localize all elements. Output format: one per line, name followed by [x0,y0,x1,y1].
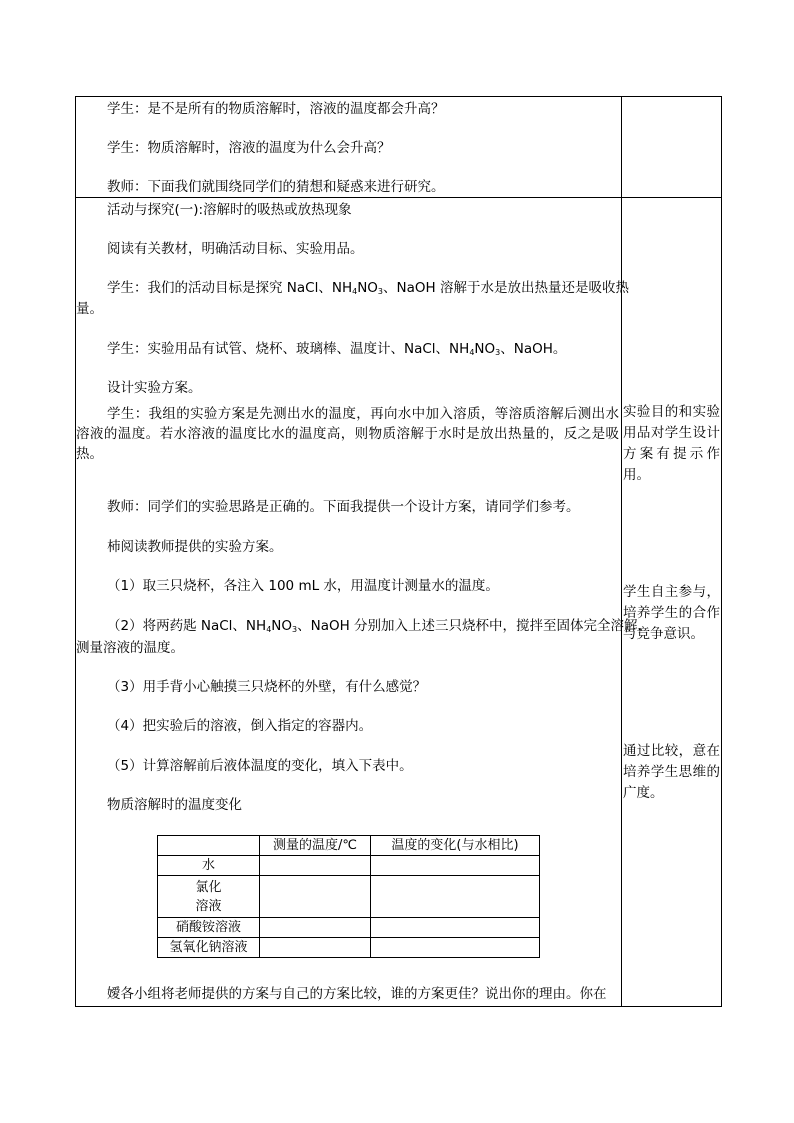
teacher-remark-1: 教师：下面我们就围绕同学们的猜想和疑惑来进行研究。 [107,179,445,195]
design-plan-line: 设计实验方案。 [107,380,202,396]
table-cell [260,856,371,876]
table-header-change: 温度的变化(与水相比) [371,836,540,856]
student-plan-paragraph: 学生：我组的实验方案是先测出水的温度，再向水中加入溶质，等溶质溶解后测出水溶液的温度。若水溶液的温度比水的温度高，则物质溶解于水时是放出热量的，反之是吸热。 [76,406,619,462]
step-5: （5）计算溶解前后液体温度的变化，填入下表中。 [107,758,413,774]
teacher-plan-remark: 教师：同学们的实验思路是正确的。下面我提供一个设计方案，请同学们参考。 [107,499,580,515]
note-cooperation: 学生自主参与，培养学生的合作与竞争意识。 [623,584,720,642]
note-experiment-hint: 实验目的和实验用品对学生设计方案有提示作用。 [623,404,720,483]
step-1: （1）取三只烧杯，各注入 100 mL 水，用温度计测量水的温度。 [107,578,499,594]
read-teacher-plan: 杮阅读教师提供的实验方案。 [107,539,283,555]
step-2: （2）将两药匙 NaCl、$NH_4NO_3$、NaOH 分别加入上述三只烧杯中，搅拌至固体完全溶解， [107,618,652,634]
table-cell [260,876,371,918]
materials-line: 学生：实验用品有试管、烧杯、玻璃棒、温度计、NaCl、$NH_4NO_3$、NaOH。 [107,341,567,357]
step-4: （4）把实验后的溶液，倒入指定的容器内。 [107,718,373,734]
lesson-plan-table [75,96,722,1007]
note-thinking-breadth: 通过比较，意在培养学生思维的广度。 [623,743,720,801]
step-3: （3）用手背小心触摸三只烧杯的外壁，有什么感觉？ [107,679,427,695]
student-question-1: 学生：是不是所有的物质溶解时，溶液的温度都会升高？ [107,101,445,117]
table-cell [371,856,540,876]
table-cell [260,918,371,938]
row-label-nacl: 氯化 溶液 [158,876,260,918]
table-cell [371,918,540,938]
table-cell [371,938,540,958]
row-label-naoh: 氢氧化钠溶液 [158,938,260,958]
notes-cell [622,198,722,1007]
temperature-change-table [157,835,540,958]
intro-cell [76,97,622,198]
table-cell [260,938,371,958]
step-2-cont: 测量溶液的温度。 [76,640,184,656]
row-label-nh4no3: 硝酸铵溶液 [158,918,260,938]
activity-goal-line-cont: 量。 [76,301,103,317]
row-label-water: 水 [158,856,260,876]
student-question-2: 学生：物质溶解时，溶液的温度为什么会升高？ [107,140,391,156]
activity-goal-line: 学生：我们的活动目标是探究 NaCl、$NH_4NO_3$、NaOH 溶解于水是放出热量还是吸收热 [107,280,629,296]
table-header-blank [158,836,260,856]
compare-plans-line: 嬡各小组将老师提供的方案与自己的方案比较，谁的方案更佳？说出你的理由。你在 [107,986,607,1002]
activity-cell [76,198,652,1007]
table-caption: 物质溶解时的温度变化 [107,797,242,813]
table-header-measured: 测量的温度/℃ [260,836,371,856]
read-materials-line: 阅读有关教材，明确活动目标、实验用品。 [107,241,364,257]
activity-title: 活动与探究(一):溶解时的吸热或放热现象 [107,202,352,218]
table-cell [371,876,540,918]
